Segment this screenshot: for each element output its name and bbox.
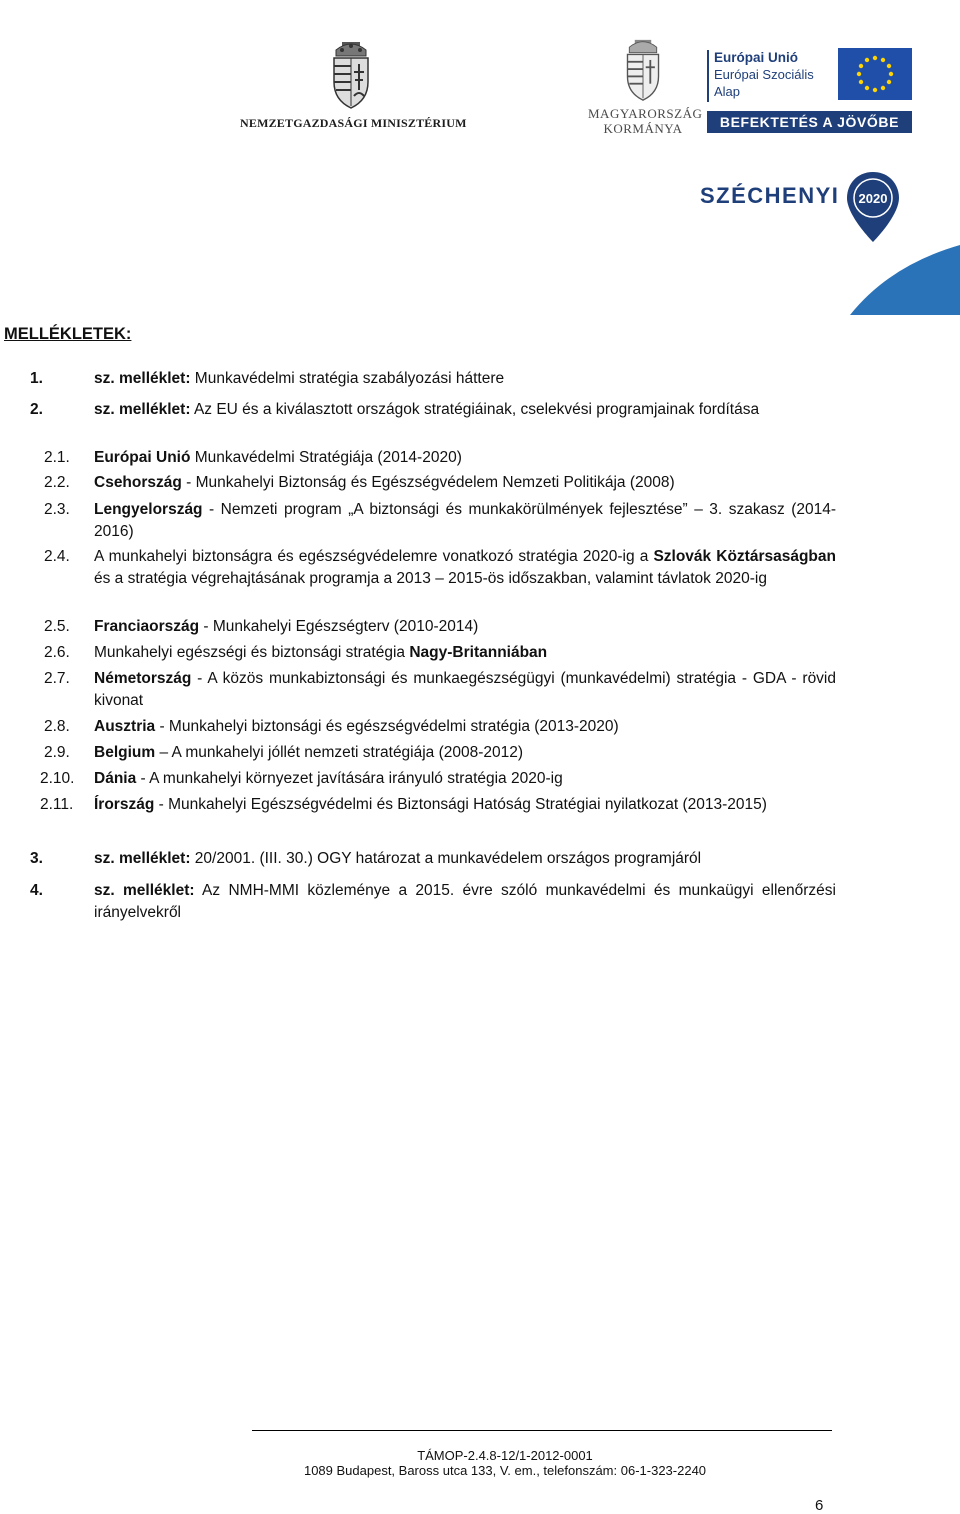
item-number: 2. <box>30 401 43 418</box>
footer-address: 1089 Budapest, Baross utca 133, V. em., telefonszám: 06-1-323-2240 <box>303 1463 707 1478</box>
government-name-line1: MAGYARORSZÁG <box>588 106 703 121</box>
eu-divider <box>707 50 709 102</box>
subitem-text: - Munkahelyi Egészségvédelmi és Biztonsági Hatóság Stratégiai nyilatkozat (2013-2015) <box>154 796 767 813</box>
subitem-text: - Munkahelyi biztonsági és egészségvédelmi stratégia (2013-2020) <box>155 718 619 735</box>
subitem-text: - A közös munkabiztonsági és munkaegészségügyi (munkavédelmi) stratégia - GDA - rövid kivonat <box>94 670 836 709</box>
subitem-bold: Németország <box>94 670 192 687</box>
subitem-number: 2.6. <box>44 644 70 661</box>
item-number: 4. <box>30 882 43 899</box>
subitem-text: - A munkahelyi környezet javítására irányuló stratégia 2020-ig <box>136 770 563 787</box>
subitem-bold: Csehország <box>94 474 182 491</box>
section-title: MELLÉKLETEK: <box>4 325 132 343</box>
list-item <box>94 880 836 924</box>
subitem-bold: Lengyelország <box>94 501 203 518</box>
list-item <box>94 848 836 870</box>
hungarian-coat-of-arms-icon <box>328 40 374 110</box>
subitem-number: 2.2. <box>44 474 70 491</box>
item-prefix: sz. melléklet: <box>94 370 191 387</box>
item-prefix: sz. melléklet: <box>94 850 191 867</box>
szechenyi-year: 2020 <box>858 191 888 206</box>
subitem-text: - Munkahelyi Egészségterv (2010-2014) <box>199 618 479 635</box>
subitem-number: 2.7. <box>44 670 70 687</box>
list-item <box>94 794 836 816</box>
subitem-text: – A munkahelyi jóllét nemzeti stratégiája (2008-2012) <box>155 744 524 761</box>
eu-flag-icon <box>838 48 912 100</box>
list-item <box>94 472 836 494</box>
list-item <box>94 546 836 590</box>
list-item <box>94 768 836 790</box>
item-text: 20/2001. (III. 30.) OGY határozat a munkavédelem országos programjáról <box>190 850 702 867</box>
subitem-text-pre: Munkahelyi egészségi és biztonsági stratégia <box>94 644 410 661</box>
footer-rule <box>252 1430 832 1431</box>
subitem-text: Munkavédelmi Stratégiája (2014-2020) <box>190 449 462 466</box>
subitem-text: - Nemzeti program „A biztonsági és munkakörülmények fejlesztése” – 3. szakasz (2014-2016) <box>94 501 836 540</box>
corner-decoration <box>850 245 960 315</box>
list-item <box>94 499 836 543</box>
item-number: 3. <box>30 850 43 867</box>
item-text: Munkavédelmi stratégia szabályozási háttere <box>190 370 505 387</box>
szechenyi-2020-pin-icon <box>844 170 902 244</box>
subitem-number: 2.5. <box>44 618 70 635</box>
footer-project-code: TÁMOP-2.4.8-12/1-2012-0001 <box>417 1448 593 1463</box>
subitem-bold: Ausztria <box>94 718 156 735</box>
list-item <box>94 668 836 712</box>
subitem-text: és a stratégia végrehajtásának programja a 2013 – 2015-ös időszakban, valamint távlatok 2020-ig <box>94 570 767 587</box>
subitem-bold: Írország <box>94 796 155 813</box>
page-number: 6 <box>815 1497 824 1514</box>
list-item <box>94 399 836 421</box>
item-prefix: sz. melléklet: <box>94 882 195 899</box>
item-text: Az NMH-MMI közleménye a 2015. évre szóló munkavédelmi és munkaügyi ellenőrzési irányelvekről <box>94 882 836 921</box>
subitem-number: 2.10. <box>40 770 75 787</box>
list-item <box>94 642 836 664</box>
szechenyi-wordmark: SZÉCHENYI <box>700 183 840 208</box>
subitem-number: 2.11. <box>40 796 74 813</box>
list-item <box>94 742 836 764</box>
subitem-number: 2.9. <box>44 744 70 761</box>
subitem-text: - Munkahelyi Biztonság és Egészségvédelem Nemzeti Politikája (2008) <box>181 474 675 491</box>
list-item <box>94 716 836 738</box>
item-prefix: sz. melléklet: <box>94 401 191 418</box>
subitem-bold: Szlovák Köztársaságban <box>653 548 836 565</box>
list-item <box>94 447 836 469</box>
subitem-bold: Franciaország <box>94 618 200 635</box>
item-number: 1. <box>30 370 43 387</box>
government-coat-of-arms-icon <box>622 38 664 102</box>
subitem-number: 2.8. <box>44 718 70 735</box>
government-name-line2: KORMÁNYA <box>603 121 683 136</box>
ministry-name: NEMZETGAZDASÁGI MINISZTÉRIUM <box>240 116 467 130</box>
list-item <box>94 368 836 390</box>
item-text: Az EU és a kiválasztott országok stratégiáinak, cselekvési programjainak fordítása <box>190 401 760 418</box>
list-item <box>94 616 836 638</box>
subitem-text-pre: A munkahelyi biztonságra és egészségvédelemre vonatkozó stratégia 2020-ig a <box>94 548 654 565</box>
invest-future-banner: BEFEKTETÉS A JÖVŐBE <box>707 111 912 133</box>
eu-fund-name-line1: Európai Szociális <box>714 67 814 82</box>
subitem-bold: Belgium <box>94 744 156 761</box>
subitem-number: 2.3. <box>44 501 70 518</box>
subitem-bold: Dánia <box>94 770 137 787</box>
subitem-bold: Nagy-Britanniában <box>409 644 548 661</box>
subitem-number: 2.1. <box>44 449 70 466</box>
subitem-bold: Európai Unió <box>94 449 191 466</box>
subitem-number: 2.4. <box>44 548 70 565</box>
eu-name: Európai Unió <box>714 50 798 65</box>
eu-fund-name-line2: Alap <box>714 84 741 99</box>
